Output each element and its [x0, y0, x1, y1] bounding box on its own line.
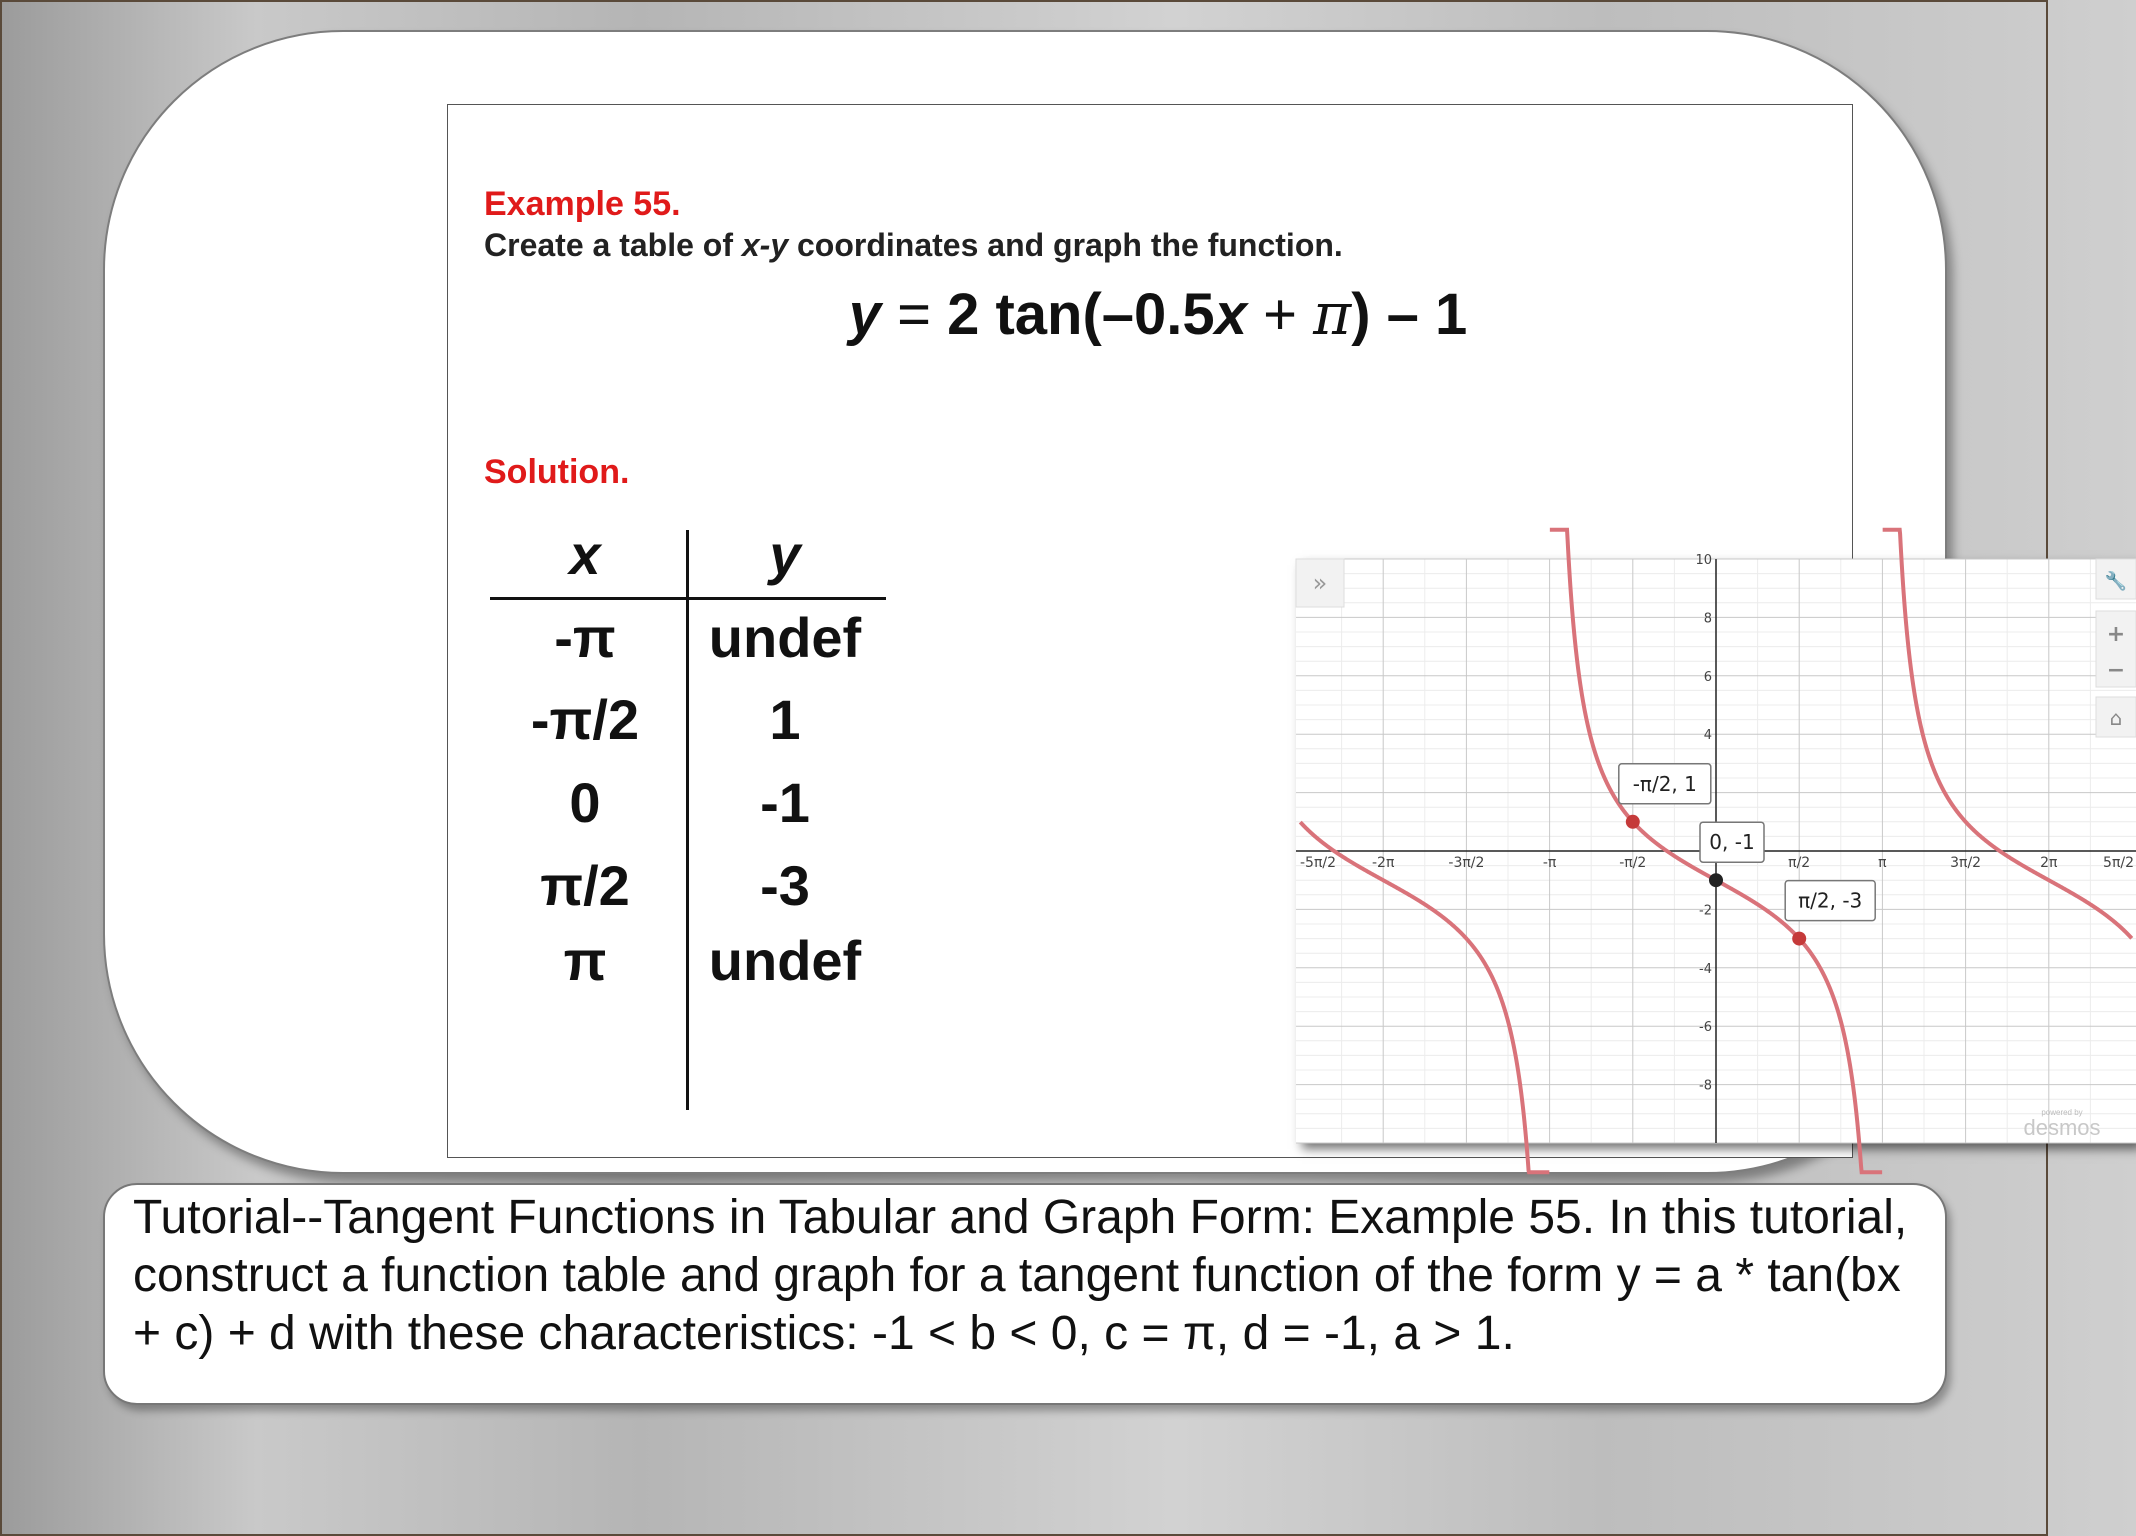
- graph-point: [1709, 873, 1723, 887]
- y-tick-label: -8: [1699, 1078, 1712, 1094]
- table-divider-vertical: [686, 530, 689, 1110]
- table-cell-x: 0: [569, 771, 601, 834]
- point-label: -π/2, 1: [1632, 771, 1697, 796]
- table-cell-y: undef: [708, 929, 862, 992]
- prompt-text-post: coordinates and graph the function.: [788, 227, 1343, 263]
- caption-box: [103, 1183, 1947, 1405]
- desmos-logo: desmos: [2023, 1115, 2101, 1140]
- table-cell-y: -1: [760, 771, 810, 834]
- example-title: Example 55.: [484, 185, 681, 223]
- graph-toolbar: [2096, 559, 2136, 737]
- x-tick-label: 5π/2: [2103, 855, 2134, 871]
- table-header-x: x: [569, 523, 601, 586]
- table-cell-y: -3: [760, 854, 810, 917]
- formula-minus: –: [1101, 282, 1135, 347]
- formula-pi: π: [1313, 280, 1352, 348]
- formula-coef: 2 tan(: [947, 282, 1102, 347]
- y-tick-label: 4: [1703, 728, 1712, 744]
- formula-var: x: [1214, 282, 1247, 347]
- y-tick-label: -6: [1699, 1020, 1712, 1036]
- graph-point: [1792, 932, 1806, 946]
- x-tick-label: -π: [1542, 855, 1557, 871]
- formula-close: ): [1351, 282, 1371, 347]
- prompt-variable: x-y: [741, 227, 789, 263]
- point-label: π/2, -3: [1798, 888, 1863, 913]
- table-cell-y: 1: [769, 688, 801, 751]
- slide-card: [103, 30, 2134, 1174]
- formula-plus: +: [1246, 282, 1314, 347]
- zoom-in-icon[interactable]: +: [2106, 622, 2126, 647]
- x-tick-label: -3π/2: [1448, 855, 1485, 871]
- watermark-powered-by: powered by: [2041, 1108, 2083, 1117]
- formula-equals: =: [880, 282, 948, 347]
- slide: [447, 104, 2134, 1158]
- y-tick-label: -2: [1699, 903, 1712, 919]
- point-label: 0, -1: [1709, 830, 1755, 855]
- function-formula: [808, 280, 1508, 348]
- graph-point: [1626, 815, 1640, 829]
- table-header-y: y: [769, 523, 801, 586]
- x-tick-label: -5π/2: [1300, 855, 1337, 871]
- y-tick-label: 8: [1703, 611, 1712, 627]
- x-tick-label: π/2: [1788, 855, 1811, 871]
- formula-num: 0.5: [1134, 282, 1215, 347]
- table-cell-y: undef: [708, 606, 862, 669]
- table-divider-horizontal: [490, 597, 886, 600]
- formula-lhs: y: [848, 282, 881, 347]
- x-tick-label: -2π: [1372, 855, 1395, 871]
- zoom-out-icon[interactable]: −: [2106, 658, 2126, 683]
- table-cell-x: π/2: [540, 854, 630, 917]
- formula-tail: – 1: [1370, 282, 1468, 347]
- chevron-double-right-icon: »: [1312, 569, 1328, 597]
- desmos-graph[interactable]: [1296, 553, 2136, 1143]
- table-cell-x: -π: [554, 606, 616, 669]
- x-tick-label: 3π/2: [1950, 855, 1982, 871]
- expand-panel-button[interactable]: [1296, 559, 1344, 607]
- xy-table: [490, 523, 890, 1115]
- x-tick-label: π: [1878, 855, 1887, 871]
- table-cell-x: -π/2: [530, 688, 640, 751]
- y-tick-label: 6: [1703, 669, 1712, 685]
- home-icon: ⌂: [2109, 706, 2123, 730]
- x-tick-label: -π/2: [1619, 855, 1647, 871]
- table-cell-x: π: [563, 929, 607, 992]
- solution-label: Solution.: [484, 453, 630, 491]
- caption-text: Tutorial--Tangent Functions in Tabular and Graph Form: Example 55. In this tutorial, construct a function table and graph for a tangent function of the form y = a * tan(bx + c) + d with these characteristics: -1 < b < 0, c = π, d = -1, a > 1.: [133, 1191, 1908, 1360]
- prompt-text-pre: Create a table of: [484, 227, 742, 263]
- y-tick-label: 10: [1695, 553, 1712, 568]
- wrench-icon: 🔧: [2104, 571, 2128, 592]
- x-tick-label: 2π: [2040, 855, 2058, 871]
- problem-prompt: [484, 227, 1343, 264]
- y-tick-label: -4: [1699, 961, 1712, 977]
